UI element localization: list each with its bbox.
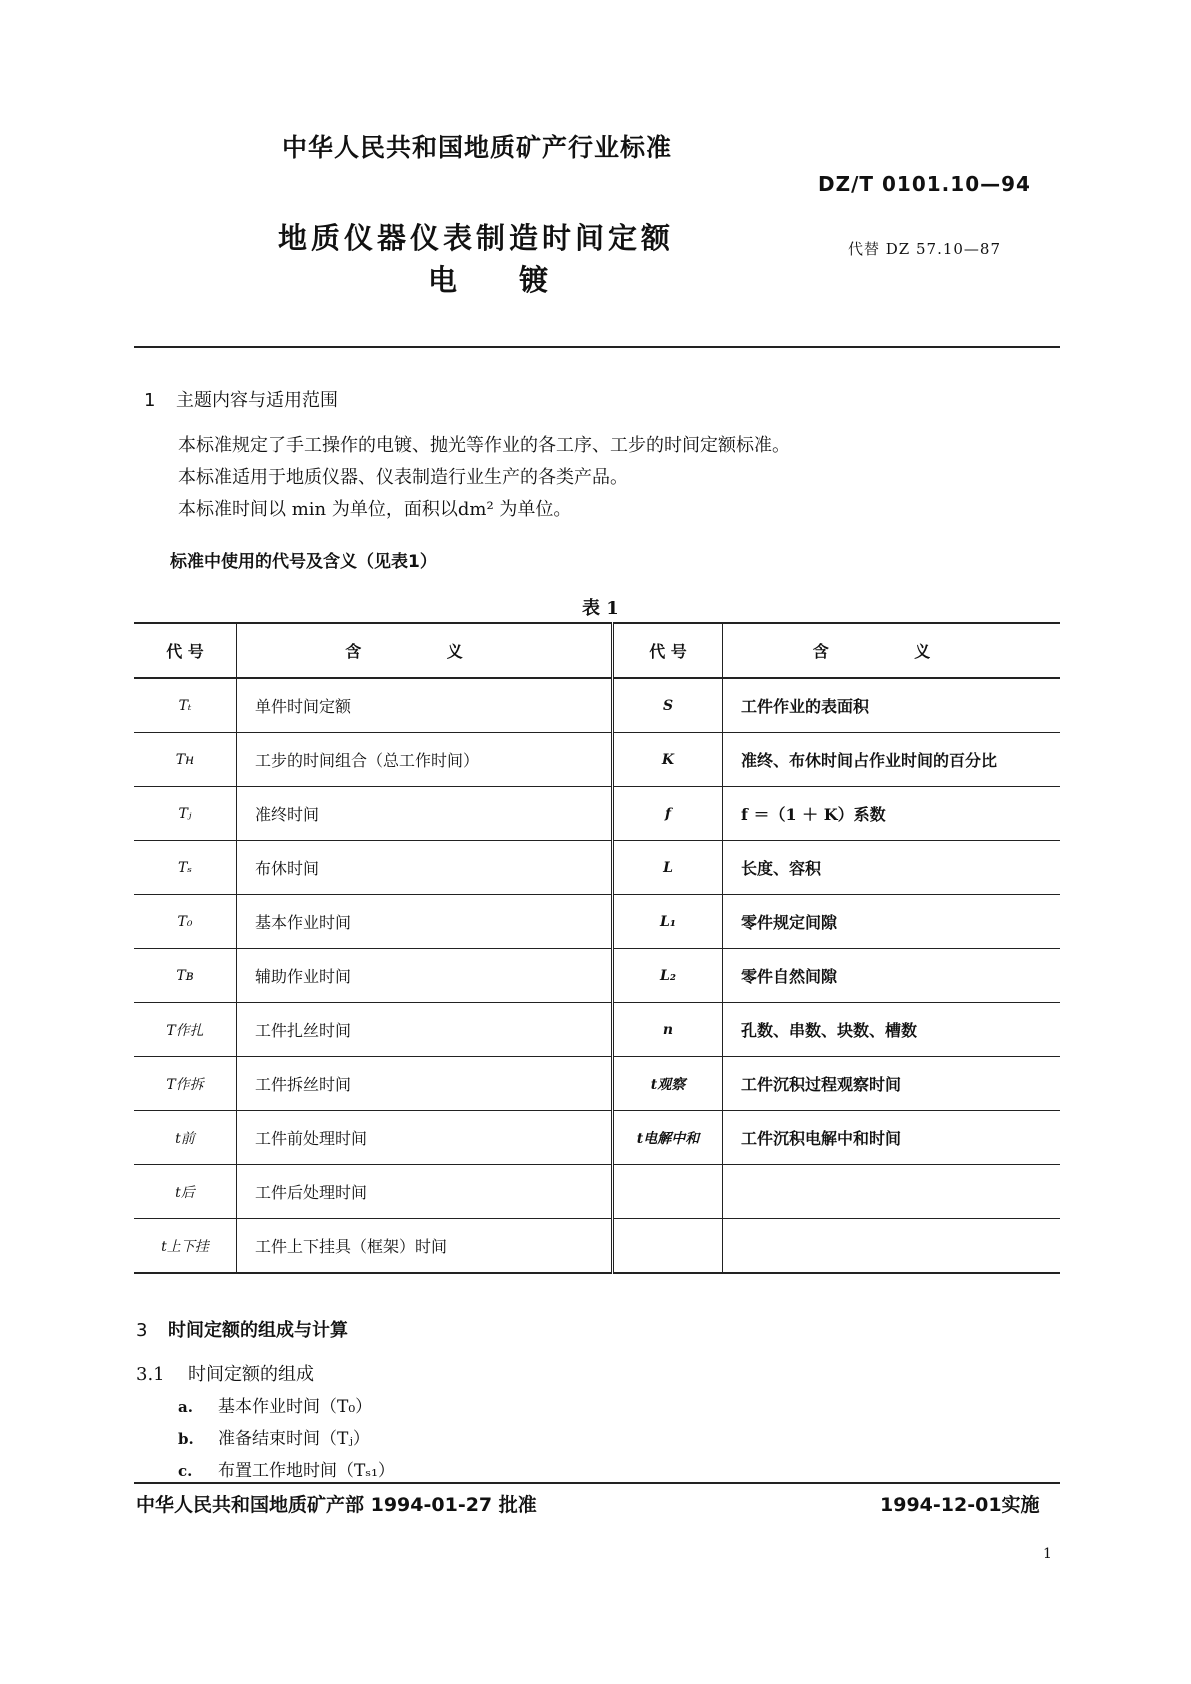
symbol-meaning: 零件自然间隙: [723, 949, 1061, 1003]
symbol-meaning: 孔数、串数、块数、槽数: [723, 1003, 1061, 1057]
list-item-label: b.: [178, 1430, 194, 1448]
symbol-meaning: 布休时间: [237, 841, 613, 895]
symbol-code: Tₜ: [134, 678, 237, 733]
symbol-meaning: 工件拆丝时间: [237, 1057, 613, 1111]
header-meaning-2: 含 义: [723, 623, 1061, 678]
symbol-code: n: [613, 1003, 723, 1057]
symbol-code: T₀: [134, 895, 237, 949]
symbol-code: L₁: [613, 895, 723, 949]
header-meaning: 含 义: [237, 623, 613, 678]
section-3-heading: [136, 1316, 348, 1342]
section-1-number: 1: [144, 390, 156, 411]
symbol-meaning: 工件沉积电解中和时间: [723, 1111, 1061, 1165]
symbol-meaning: 工件前处理时间: [237, 1111, 613, 1165]
table-caption: 表 1: [582, 598, 619, 619]
symbol-meaning: 辅助作业时间: [237, 949, 613, 1003]
standard-body-heading: 中华人民共和国地质矿产行业标准: [282, 133, 673, 162]
symbol-meaning: 准终、布休时间占作业时间的百分比: [723, 733, 1061, 787]
symbol-code: t上下挂: [134, 1219, 237, 1274]
table-row: [134, 1003, 1060, 1057]
table-header-row: [134, 623, 1060, 678]
symbol-meaning: 工件扎丝时间: [237, 1003, 613, 1057]
paragraph: 本标准适用于地质仪器、仪表制造行业生产的各类产品。: [178, 467, 628, 488]
section-3-title: 时间定额的组成与计算: [168, 1320, 348, 1341]
symbol-code: Tₛ: [134, 841, 237, 895]
symbol-code: t电解中和: [613, 1111, 723, 1165]
symbol-code: t前: [134, 1111, 237, 1165]
list-item-text: 布置工作地时间（Tₛ₁）: [218, 1461, 395, 1481]
symbol-code: t观察: [613, 1057, 723, 1111]
symbol-code: t后: [134, 1165, 237, 1219]
paragraph: 本标准时间以 min 为单位，面积以dm² 为单位。: [178, 499, 572, 520]
symbol-code: L: [613, 841, 723, 895]
symbol-code: T作扎: [134, 1003, 237, 1057]
symbol-meaning: 零件规定间隙: [723, 895, 1061, 949]
symbol-meaning: 准终时间: [237, 787, 613, 841]
symbol-code: T作拆: [134, 1057, 237, 1111]
section-3-1-title: 时间定额的组成: [188, 1364, 314, 1385]
table-row: [134, 733, 1060, 787]
symbol-meaning: 工件作业的表面积: [723, 678, 1061, 733]
list-item-text: 准备结束时间（Tⱼ）: [218, 1429, 370, 1449]
symbols-table: [134, 622, 1060, 1274]
symbol-code: L₂: [613, 949, 723, 1003]
symbol-code: [613, 1219, 723, 1274]
document-subtitle: [428, 258, 548, 299]
symbol-meaning: 单件时间定额: [237, 678, 613, 733]
effective-date: 1994-12-01实施: [880, 1494, 1040, 1516]
list-item: [178, 1456, 395, 1481]
table-row: [134, 841, 1060, 895]
document-title: 地质仪器仪表制造时间定额: [278, 221, 675, 255]
table-row: [134, 949, 1060, 1003]
symbol-code: Tʙ: [134, 949, 237, 1003]
symbol-code: [613, 1165, 723, 1219]
replaces-standard: 代替 DZ 57.10—87: [848, 240, 1002, 258]
list-item: [178, 1392, 372, 1417]
symbols-heading: 标准中使用的代号及含义（见表1）: [170, 552, 437, 572]
section-1-heading: [144, 386, 338, 412]
symbol-code: S: [613, 678, 723, 733]
symbol-meaning: 工件上下挂具（框架）时间: [237, 1219, 613, 1274]
header-code-2: 代 号: [613, 623, 723, 678]
list-item-text: 基本作业时间（T₀）: [218, 1397, 373, 1417]
header-code: 代 号: [134, 623, 237, 678]
symbol-meaning: f ＝（1 ＋ K）系数: [723, 787, 1061, 841]
standard-code: DZ/T 0101.10—94: [818, 172, 1031, 196]
list-item: [178, 1424, 370, 1449]
symbol-code: K: [613, 733, 723, 787]
table-row: [134, 787, 1060, 841]
section-1-title: 主题内容与适用范围: [176, 390, 338, 411]
table-row: [134, 1057, 1060, 1111]
symbol-meaning: [723, 1219, 1061, 1274]
symbol-code: Tⱼ: [134, 787, 237, 841]
symbol-meaning: [723, 1165, 1061, 1219]
table-row: [134, 1219, 1060, 1274]
section-3-1-number: 3.1: [136, 1364, 165, 1385]
symbol-meaning: 基本作业时间: [237, 895, 613, 949]
table-row: [134, 895, 1060, 949]
symbol-meaning: 长度、容积: [723, 841, 1061, 895]
approval-date: 中华人民共和国地质矿产部 1994-01-27 批准: [136, 1494, 537, 1516]
section-3-1-heading: [136, 1360, 314, 1386]
footer-divider: [134, 1482, 1060, 1484]
list-item-label: c.: [178, 1462, 193, 1480]
header-divider: [134, 346, 1060, 348]
symbol-meaning: 工件沉积过程观察时间: [723, 1057, 1061, 1111]
subtitle-char-right: 镀: [519, 263, 549, 297]
symbol-meaning: 工步的时间组合（总工作时间）: [237, 733, 613, 787]
symbol-code: f: [613, 787, 723, 841]
page-number: 1: [1043, 1546, 1052, 1562]
list-item-label: a.: [178, 1398, 193, 1416]
table-row: [134, 1165, 1060, 1219]
symbol-meaning: 工件后处理时间: [237, 1165, 613, 1219]
symbol-code: Tн: [134, 733, 237, 787]
table-row: [134, 678, 1060, 733]
section-3-number: 3: [136, 1320, 148, 1341]
subtitle-char-left: 电: [428, 263, 458, 297]
paragraph: 本标准规定了手工操作的电镀、抛光等作业的各工序、工步的时间定额标准。: [178, 435, 790, 456]
table-row: [134, 1111, 1060, 1165]
